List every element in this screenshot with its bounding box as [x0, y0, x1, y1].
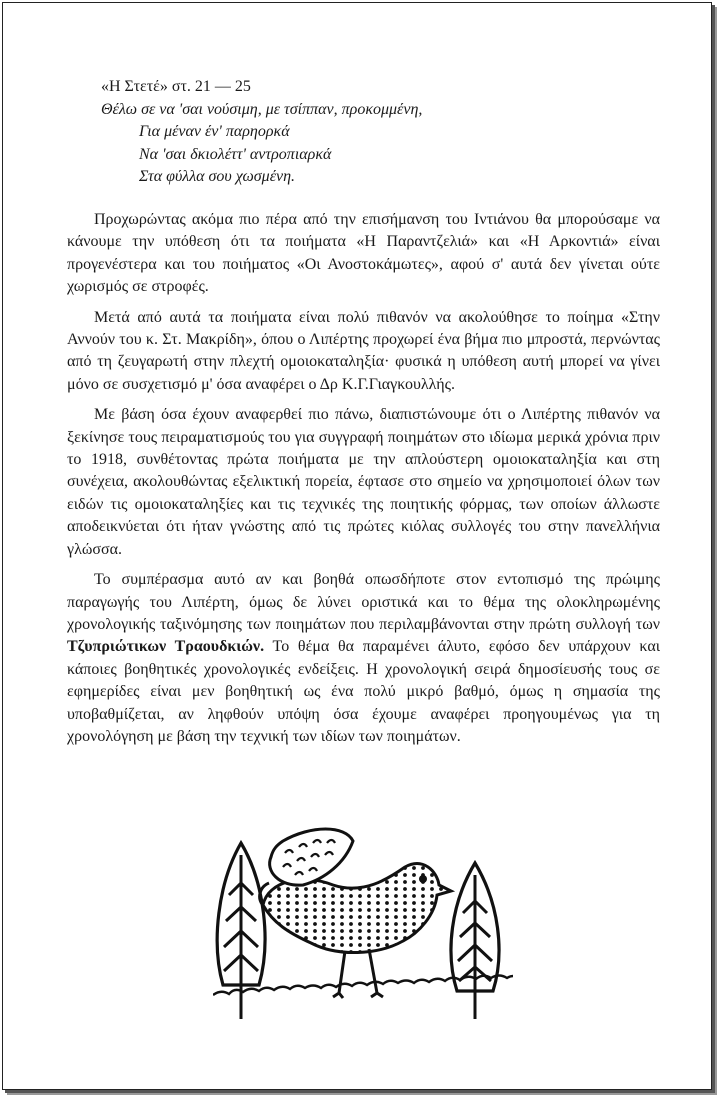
paragraph: Με βάση όσα έχουν αναφερθεί πιο πάνω, διαπιστώνουμε ότι ο Λιπέρτης πιθανόν να ξεκίνησε τους πειραματισμούς του για συγγραφή ποιημάτων στο ιδίωμα μερικά χρόνια πριν το 1918, συνθέτοντας πρώτα ποιήματα με την απλούστερη ομοιοκαταληξία και στη συνέχεια, ακολουθώντας εξελικτική πορεία, έφτασε στο σημείο να χρησιμοποιεί όλων των ειδών τις ομοιοκαταληξίες και τις τεχνικές της ποιητικής φόρμας, των οποίων άλλωστε αποδεικνύεται ότι ήταν γνώστης από τις πρώτες κιόλας συλλογές του στην πανελλήνια γλώσσα. [67, 406, 660, 558]
verse-line: Θέλω σε να 'σαι νούσιμη, με τσίππαν, προκομμένη, [101, 100, 423, 118]
paragraph: Μετά από αυτά τα ποιήματα είναι πολύ πιθανόν να ακολούθησε το ποίημα «Στην Αννούν του κ. Στ. Μακρίδη», όπου ο Λιπέρτης προχωρεί ένα βήμα πιο μπροστά, περνώντας από τη ζευγαρωτή στην πλεχτή ομοιοκαταληξία· φυσικά η υπόθεση αυτή μπορεί να γίνει μόνο σε συσχετισμό μ' όσα αναφέρει ο Δρ Κ.Γ.Γιαγκουλλής. [67, 308, 660, 393]
verse-line: Στα φύλλα σου χωσμένη. [139, 168, 296, 185]
paragraph-final [67, 569, 660, 748]
verse-line: Για μέναν έν' παρηορκά [139, 123, 290, 140]
paragraph-text: Το συμπέρασμα αυτό αν και βοηθά οπωσδήποτε στον εντοπισμό της πρώιμης παραγωγής του Λιπέρτη, όμως δε λύνει οριστικά και το θέμα της ολοκληρωμένης χρονολογικής ταξινόμησης των ποιημάτων που περιλαμβάνονται στην πρώτη συλλογή των [67, 571, 660, 633]
body-text [67, 209, 660, 756]
verse-quote [101, 76, 621, 189]
paragraph-text: Το θέμα θα παραμένει άλυτο, εφόσο δεν υπάρχουν και κάποιες βοηθητικές χρονολογικές ενδείξεις. Η χρονολογική σειρά δημοσίευσής τους σε εφημερίδες είναι μεν βοηθητική ως ένα πολύ μικρό βαθμό, όμως η σημασία της υποβαθμίζεται, αν ληφθούν υπόψη όσα έχουμε αναφέρει προηγουμένως για τη χρονολόγηση με βάση την τεχνική των ιδίων των ποιημάτων. [67, 638, 660, 745]
verse-reference: «Η Στετέ» στ. 21 — 25 [101, 78, 251, 95]
bird-between-cypress-trees-icon [213, 823, 513, 1033]
book-page [2, 2, 712, 1090]
verse-line: Να 'σαι δκιολέττ' αντροπιαρκά [139, 145, 332, 163]
book-title-bold: Τζυπριώτικων Τραουδκιών. [67, 638, 265, 656]
paragraph: Προχωρώντας ακόμα πιο πέρα από την επισήμανση του Ιντιάνου θα μπορούσαμε να κάνουμε την υπόθεση ότι τα ποιήματα «Η Παραντζελιά» και «Η Αρκοντιά» είναι προγενέστερα και του ποιήματος «Οι Ανοστοκάμωτες», αφού σ' αυτά δεν γίνεται ούτε χωρισμός σε στροφές. [67, 211, 660, 296]
